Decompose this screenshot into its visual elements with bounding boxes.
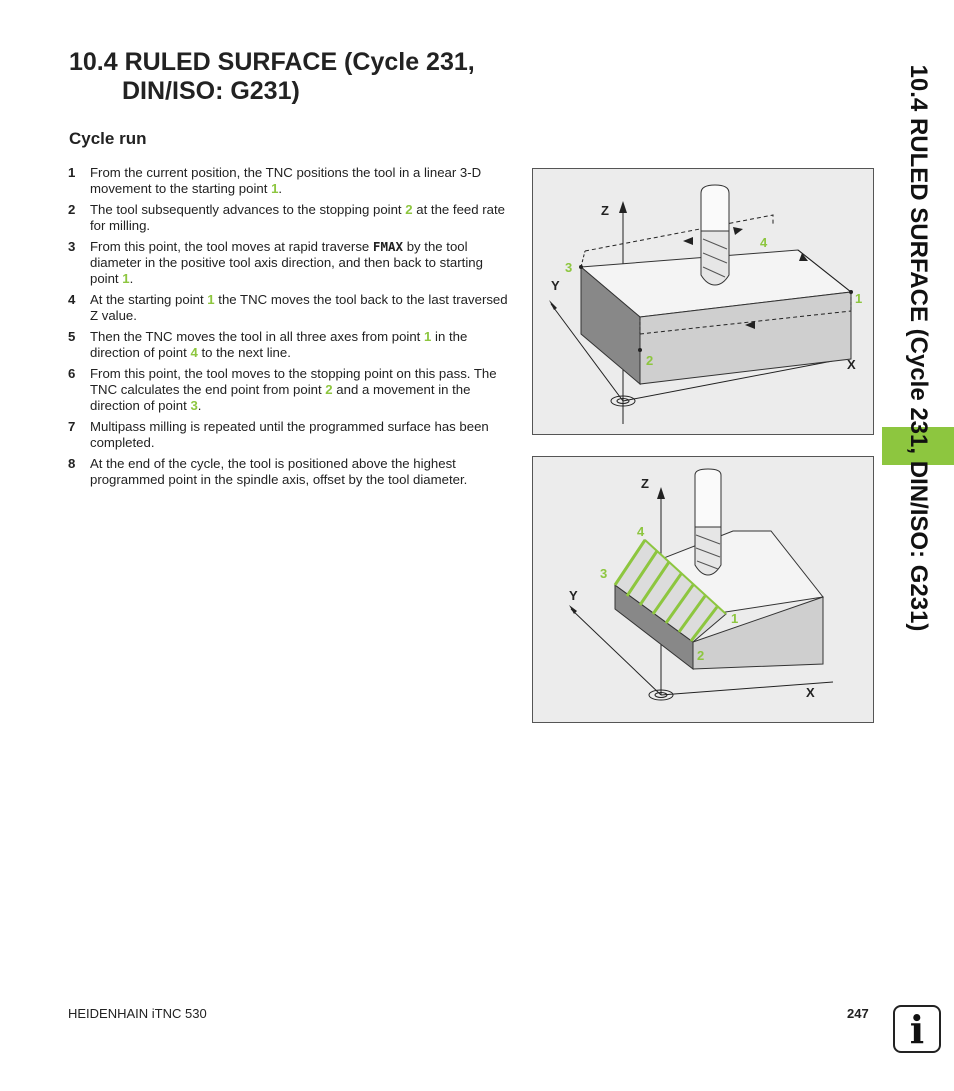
point-1-label: 1: [855, 291, 863, 306]
title-line-1: 10.4 RULED SURFACE (Cycle 231,: [69, 48, 475, 76]
step-text-part: the TNC moves the tool back to the last traversed Z value.: [90, 292, 508, 323]
step-item: [68, 456, 514, 488]
step-item: [68, 366, 514, 414]
footer-product: HEIDENHAIN iTNC 530: [68, 1006, 207, 1021]
step-text-part: to the next line.: [197, 345, 291, 360]
step-text-part: .: [197, 398, 202, 413]
step-item: [68, 239, 514, 287]
step-text: [90, 292, 514, 324]
step-text-part: The tool subsequently advances to the stopping point: [90, 202, 406, 217]
step-text-part: From this point, the tool moves at rapid traverse: [90, 239, 373, 254]
point-reference: 2: [325, 382, 333, 397]
z-axis-label: Z: [641, 476, 649, 491]
step-text-part: by the tool diameter in the positive tool axis direction, and then back to starting point: [90, 239, 483, 286]
step-item: [68, 419, 514, 451]
point-reference: 2: [405, 202, 413, 217]
step-text-part: .: [129, 271, 134, 286]
step-number: 2: [68, 202, 76, 217]
point-3-label: 3: [565, 260, 573, 275]
step-text-part: From this point, the tool moves to the stopping point on this pass. The TNC calculates the end point from point: [90, 366, 497, 397]
y-axis-label: Y: [551, 278, 560, 293]
point-reference: 3: [190, 398, 198, 413]
point-2-label: 2: [697, 648, 705, 663]
step-number: 7: [68, 419, 76, 434]
figure-ruled-surface-path: [532, 168, 874, 435]
point-1-label: 1: [731, 611, 739, 626]
point-4-label: 4: [637, 524, 645, 539]
page-number: 247: [847, 1006, 869, 1021]
step-number: 3: [68, 239, 76, 254]
point-3-label: 3: [600, 566, 608, 581]
point-reference: 1: [271, 181, 279, 196]
point-2-label: 2: [646, 353, 654, 368]
point-reference: 1: [207, 292, 215, 307]
step-text-part: From the current position, the TNC positions the tool in a linear 3-D movement to the starting point: [90, 165, 482, 196]
step-number: 4: [68, 292, 76, 307]
step-number: 8: [68, 456, 76, 471]
step-text-part: .: [278, 181, 283, 196]
step-text-part: and a movement in the direction of point: [90, 382, 471, 413]
step-number: 6: [68, 366, 76, 381]
step-text-part: at the feed rate for milling.: [90, 202, 505, 233]
step-text: [90, 239, 514, 287]
side-running-title: 10.4 RULED SURFACE (Cycle 231, DIN/ISO: G231): [905, 64, 932, 632]
x-axis-label: X: [806, 685, 815, 700]
step-text-part: Multipass milling is repeated until the programmed surface has been completed.: [90, 419, 489, 450]
step-text-part: At the end of the cycle, the tool is positioned above the highest programmed point in the spindle axis, offset by the tool diameter.: [90, 456, 468, 487]
step-text: [90, 165, 514, 197]
info-icon: i: [893, 1005, 941, 1053]
section-heading: Cycle run: [69, 129, 147, 148]
page-title: [69, 48, 475, 106]
step-text: [90, 202, 514, 234]
point-reference: 1: [122, 271, 130, 286]
x-axis-label: X: [847, 357, 856, 372]
point-reference: 4: [190, 345, 198, 360]
figure-ruled-surface-result: [532, 456, 874, 723]
step-list: [68, 165, 514, 493]
code-keyword: FMAX: [372, 239, 404, 254]
step-text-part: At the starting point: [90, 292, 208, 307]
step-text: [90, 456, 514, 488]
step-item: [68, 165, 514, 197]
title-line-2: DIN/ISO: G231): [122, 77, 300, 105]
step-item: [68, 202, 514, 234]
step-text: [90, 366, 514, 414]
step-item: [68, 292, 514, 324]
step-text: [90, 419, 514, 451]
step-text-part: in the direction of point: [90, 329, 468, 360]
y-axis-label: Y: [569, 588, 578, 603]
step-text: [90, 329, 514, 361]
point-reference: 1: [424, 329, 432, 344]
step-item: [68, 329, 514, 361]
step-text-part: Then the TNC moves the tool in all three axes from point: [90, 329, 425, 344]
step-number: 1: [68, 165, 76, 180]
step-number: 5: [68, 329, 76, 344]
point-4-label: 4: [760, 235, 768, 250]
z-axis-label: Z: [601, 203, 609, 218]
